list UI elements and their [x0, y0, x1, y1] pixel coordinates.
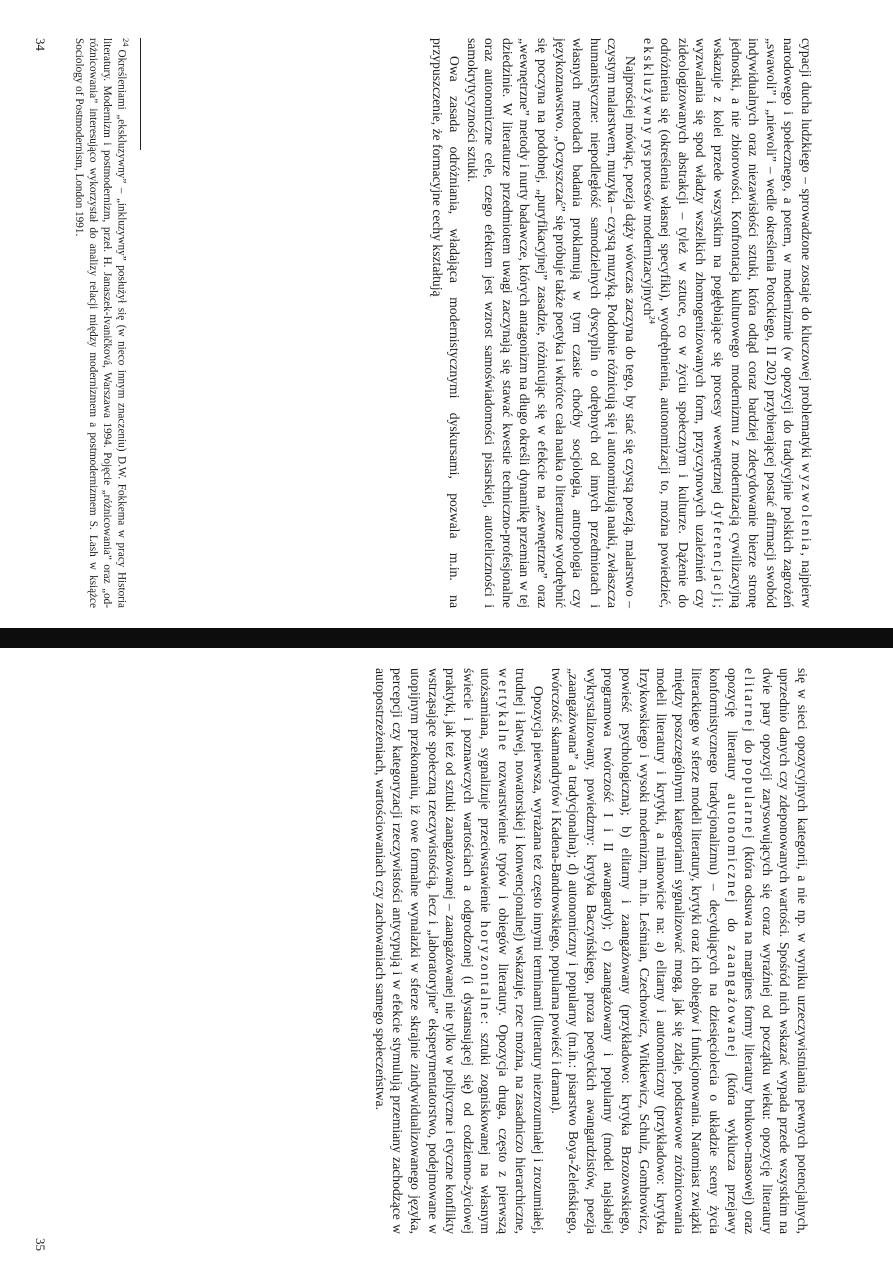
paragraph — [639, 38, 815, 608]
page-number-left: 34 — [33, 38, 48, 51]
text-run: do — [724, 904, 740, 946]
spaced-emphasis: eksklużywny — [640, 38, 656, 137]
spaced-emphasis: autonomicznej — [724, 793, 740, 905]
page-number-right: 35 — [33, 1238, 48, 1251]
text-run: , najpierw narodowego i społecznego, a potem, w modernizmie (w opozycji do tradycyjnie polskich zagrożeń „swawoli” i „niewoli” – wedle określenia Potockiego, II 202) przybierającej postać afirmacji swobód indywidualnych oraz niezawisłości sztuki, która odtąd coraz bardziej zdecydowanie bierze stronę jednostki, a nie zbiorowości. Konfrontacja kulturowego modernizmu z modernizacją cywilizacyjną wskazuje z kolei przede wszystkim na pogłębiające się procesy wewnętrznej — [711, 38, 814, 608]
book-gutter — [0, 628, 893, 648]
paragraph — [428, 38, 463, 608]
text-run: się w sieci opozycyjnych kategorii, a nie np. w wyniku urzeczywistniania pewnych potencjalnych, uprzednio danych czy zdeponowanych wartości. Spośród nich wskazać wypada przede wszystkim na dwie pary opozycji zarysowujących się coraz wyraźniej od początku wieku: opozycję literatury — [759, 668, 810, 1234]
text-run: ; wyzwalania się spod władzy wszelkich zhomogenizowanych form, przyczynowych uzależnień czy zideologizowanych abstrakcji – tyleż w sztuce, co w życiu społecznym i kulturze. Dążenie do odróżnienia się (określenia własnej specyfiki), wyodrębnienia, autonomizacji to, można powiedzieć, — [658, 38, 727, 608]
footnote-rule — [140, 38, 141, 150]
text-run: (która odsuwa na margines formy literatury brukowo-masowej) oraz opozycję literatury — [724, 668, 758, 1235]
text-run: rozwarstwienie typów i obiegów literatury. Opozycja druga, często z pierwszą utożsamiana, sygnalizuje przeciwstawienie — [478, 668, 511, 1234]
footnote-marker: 24 — [647, 315, 658, 324]
text-run: Najprościej mówiąc, poezja dąży wówczas zaczyna do tego, by stać się czystą poezją, malarstwo – czystym malarstwem, muzyka – czystą muzyką. Podobnie różnicują się i autonomizują nauki, zwłaszcza humanistyczne: niepodległość samodzielnych dyscyplin o odrębnych od innych przedmiotach i własnych metodach badania proklamują w tym czasie choćby socjologia, antropologia czy językoznawstwo. „Oczyszczać” się próbuje także poetyka i wkrótce cała nauka o literaturze wyodrębnić się poczyna na podobnej, „puryfikacyjnej” zasadzie, różnicując się w efekcie na „zewnętrzne” oraz „wewnętrzne” metody i nurty badawcze, których antagonizm na długo określi dynamikę przemian w tej dziedzinie. W literaturze przedmiotem uwagi zaczynają się stawać kwestie techniczno-profesjonalne oraz autonomiczne cele, czego efektem jest wzrost samoświadomości pisarskiej, autoteliczności i samokrytycyzności sztuki. — [464, 38, 639, 608]
text-run: Owa zasada odróżniania, władająca modernistycznymi dyskursami, pozwala m.in. na przypuszczenie, że formacyjne cechy kształtują — [429, 38, 463, 608]
footnote-text: Określeniami „ekskluzywny” – „inkluzywny” posłużył się (w nieco innym znaczeniu) D.W. Fokkema w pracy Historia literatury. Modernizm i postmodernizm, przeł. H. Janaszek-Ivaničková, Warszawa 1994. Pojęcie „różnicowania” oraz „od-różnicowania” interesująco wykorzystał do analizy relacji między modernizmem a postmodernizmem S. Lash w książce Sociology of Postmodernism, London 1991. — [72, 38, 128, 608]
footnote — [71, 38, 133, 608]
spaced-emphasis: wyzwolenia — [799, 462, 814, 553]
spaced-emphasis: dyferencjacji — [711, 502, 727, 605]
spaced-emphasis: wertykalne — [495, 668, 511, 753]
text-run: Opozycja pierwsza, wyrażana też często innymi terminami (literatury niezrozumiałej i zrozumiałej, trudnej i łatwej, nowatorskiej i konwencjonalnej) wskazuje, rzec można, na zasadniczo hierarchiczne, — [513, 668, 547, 1234]
right-page-body — [371, 668, 811, 1234]
spaced-emphasis: elitarnej — [742, 668, 758, 735]
spaced-emphasis: popularnej — [742, 758, 758, 841]
footnote-number: 24 — [121, 38, 131, 47]
right-page — [0, 648, 893, 1263]
left-page — [0, 0, 893, 628]
text-run: rys procesów modernizacyjnych — [640, 136, 656, 316]
paragraph — [547, 668, 811, 1234]
text-run: : sztuki zogniskowanej na własnym świecie i poznawczych wartościach a odgrodzonej (i dystansującej się) od codzienno-życiowej praktyki, jak też od sztuki zaangażowanej – zaangażowanej nie tylko w polityczne i etyczne konflikty wstrząsające społeczną rzeczywistością, lecz i „laboratoryjne” eksperymentatorstwo, podejmowane w utopijnym przekonaniu, iż owe formalne wynalazki w sferze skrajnie zindywidualizowanego języka, percepcji czy kategoryzacji rzeczywistości antycypują i w efekcie stymulują przemiany zachodzące w autopostrzeżeniach, wartościowaniach czy zachowaniach samego społeczeństwa. — [372, 668, 494, 1234]
paragraph — [463, 38, 639, 608]
text-run: do — [742, 734, 758, 759]
paragraph — [371, 668, 547, 1234]
spaced-emphasis: horyzontalne — [478, 920, 494, 1021]
text-run: cypacji ducha ludzkiego – sprowadzone zostaje do kluczowej problematyki — [799, 38, 814, 463]
text-run: (która wyklucza przejawy konformistycznego tradycjonalizmu) – decydujących na dziesięciolecia o układzie sceny życia literackiego w sferze modeli literatury, krytyki oraz ich obiegów i funkcjonowania. Natomiast związki między poszczególnymi kategoriami sygnalizować mogą, jak się zdaje, podstawowe zróżnicowania modeli literatury i krytyki, a mianowicie na: a) elitarny i autonomiczny (przykładowo: krytyka Irzykowskiego i wysoki modernizm, m.in. Leśmian, Czechowicz, Witkiewicz, Schulz, Gombrowicz, powieść psychologiczna); b) elitarny i zaangażowany (przykładowo: krytyka Brzozowskiego, programowa twórczość I i II awangardy); c) zaangażowany i popularny (model najsłabiej wykrystalizowany, powiedzmy: krytyka Baczyńskiego, proza poetyckich awangardzistów, poezja „zaangażowana” a tradycjonalna); d) autonomiczny i popularny (m.in.: pisarstwo Boya-Żeleńskiego, twórczość skamandrytów i Kadena-Bandrowskiego, popularna powieść i dramat). — [548, 668, 740, 1235]
spaced-emphasis: zaangażowanej — [724, 945, 740, 1060]
left-page-body — [428, 38, 815, 608]
